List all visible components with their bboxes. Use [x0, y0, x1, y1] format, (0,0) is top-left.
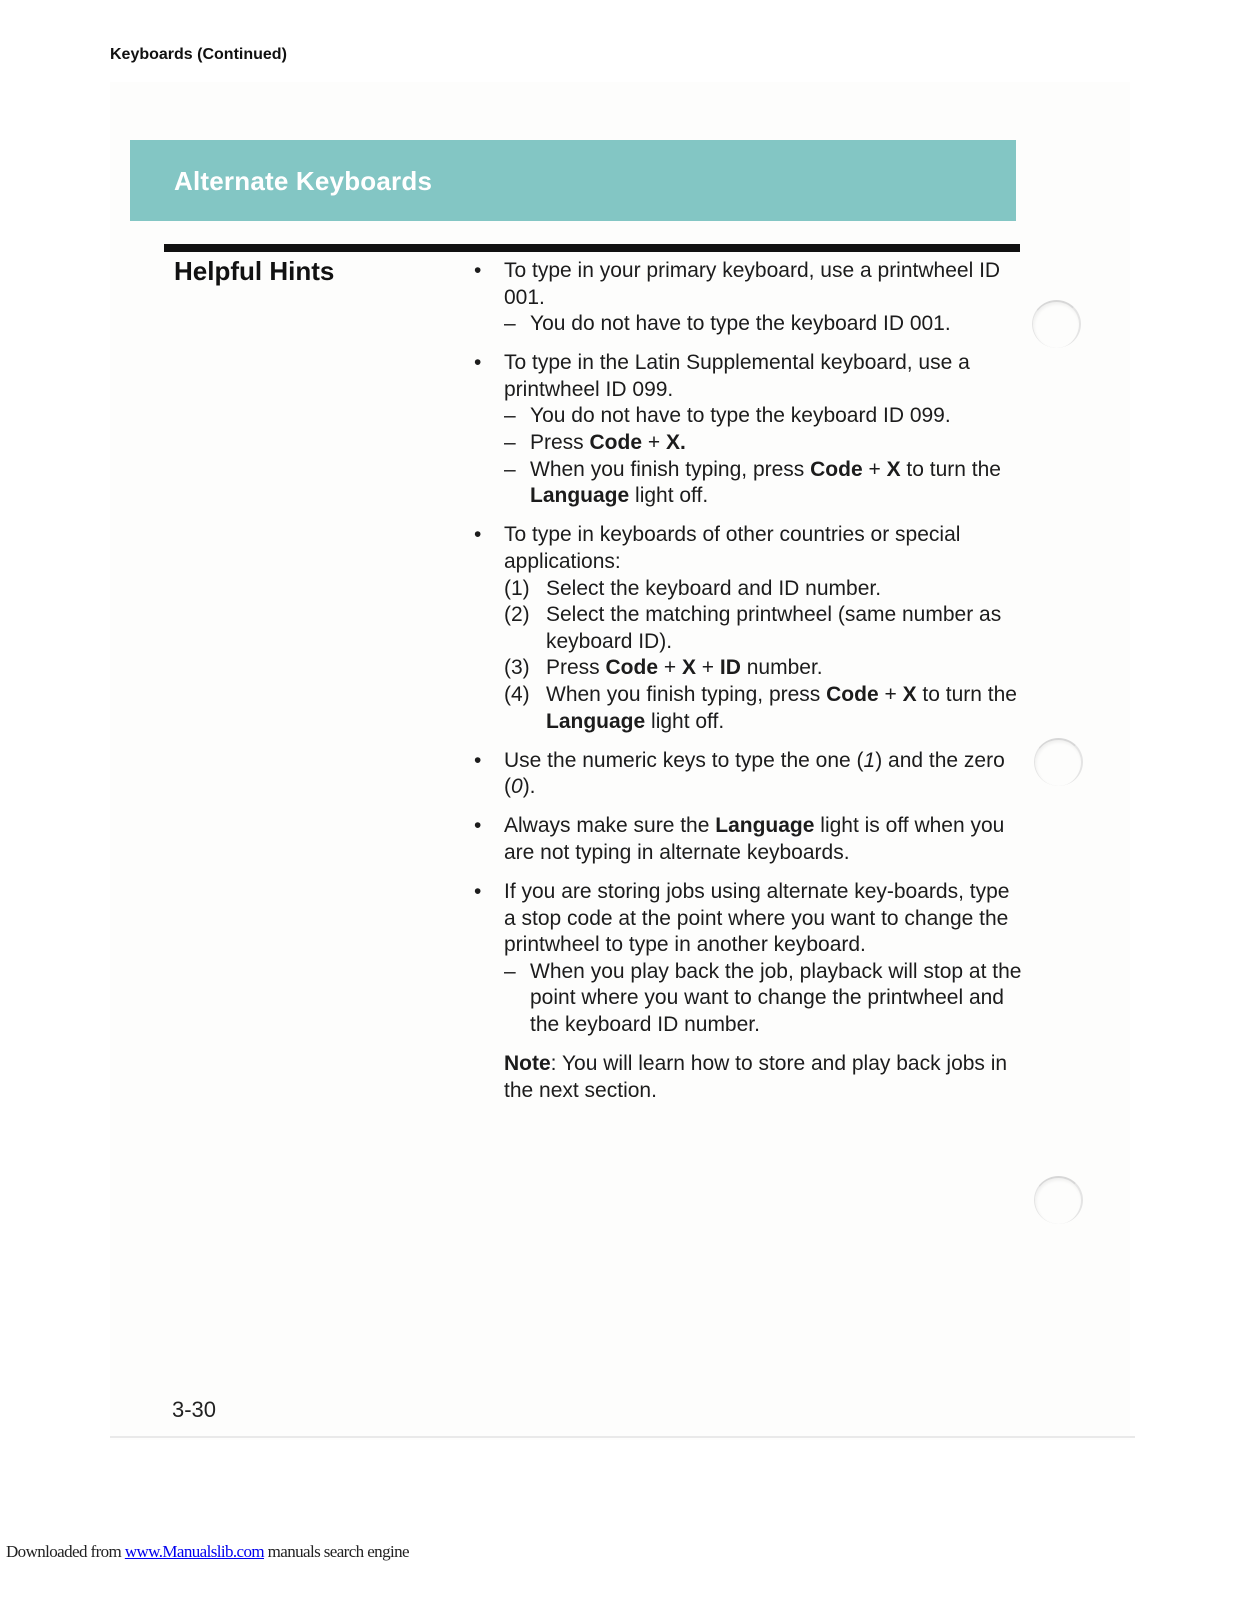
- key-x: X.: [665, 431, 686, 455]
- text-run: Use the numeric keys to type the one (: [504, 748, 864, 772]
- page-edge: [110, 1436, 1135, 1438]
- text-run: +: [695, 656, 720, 680]
- key-id: ID: [719, 656, 741, 680]
- hint-item: [474, 748, 1024, 801]
- key-x: X: [681, 656, 696, 680]
- text-run: +: [642, 431, 666, 455]
- numbered-step: [504, 576, 1024, 603]
- text-run: light off.: [629, 484, 709, 508]
- hint-item: [474, 350, 1024, 510]
- binder-hole-icon: [1034, 738, 1083, 786]
- footer-prefix: Downloaded from: [6, 1542, 125, 1561]
- section-title: Alternate Keyboards: [174, 166, 433, 196]
- sub-point-text: You do not have to type the keyboard ID 099.: [530, 404, 951, 428]
- hint-item: [474, 258, 1024, 338]
- step-text: Select the keyboard and ID number.: [546, 576, 882, 600]
- hint-item: [474, 879, 1024, 1039]
- binder-hole-icon: [1032, 300, 1081, 348]
- dash-icon: –: [504, 431, 516, 455]
- sub-point: [504, 457, 1024, 510]
- bullet-icon: •: [474, 814, 482, 838]
- text-run: +: [862, 457, 887, 481]
- bullet-icon: •: [474, 879, 482, 903]
- hint-item: [474, 813, 1024, 866]
- hint-text: To type in the Latin Supplemental keyboard, use a printwheel ID 099.: [504, 351, 970, 401]
- section-banner: [130, 140, 1016, 221]
- binder-hole-icon: [1034, 1176, 1083, 1224]
- text-run: light off.: [645, 709, 725, 733]
- key-x: X: [886, 457, 901, 481]
- text-run: to turn the: [900, 457, 1001, 481]
- hint-text: If you are storing jobs using alternate key-boards, type a stop code at the point where you want to change the printwheel to type in another keyboard.: [504, 879, 1010, 957]
- dash-icon: –: [504, 404, 516, 428]
- text-run: Always make sure the: [504, 814, 716, 838]
- digit-one: 1: [863, 748, 876, 772]
- bullet-icon: •: [474, 523, 482, 547]
- bullet-icon: •: [474, 259, 482, 282]
- sub-point: [504, 403, 1024, 430]
- text-run: light is off when you are not typing in alternate keyboards.: [504, 814, 1005, 864]
- digit-zero: 0: [511, 775, 523, 799]
- hint-text: To type in keyboards of other countries or special applications:: [504, 523, 961, 573]
- key-code: Code: [826, 682, 879, 706]
- sub-point: [504, 959, 1024, 1039]
- hint-text: [504, 748, 1024, 801]
- footer-suffix: manuals search engine: [264, 1542, 409, 1561]
- language-light: Language: [715, 814, 815, 838]
- hint-text: [504, 813, 1024, 866]
- note-label: Note: [504, 1052, 551, 1076]
- download-footer: [6, 1542, 409, 1562]
- key-code: Code: [589, 431, 643, 455]
- text-run: ).: [522, 775, 536, 799]
- bullet-icon: •: [474, 351, 482, 375]
- text-run: Press: [530, 431, 590, 455]
- note-text: : You will learn how to store and play back jobs in the next section.: [504, 1052, 1008, 1102]
- sub-point: [504, 430, 1024, 457]
- bullet-icon: •: [474, 748, 482, 772]
- side-heading: Helpful Hints: [174, 256, 335, 286]
- hint-text: To type in your primary keyboard, use a printwheel ID 001.: [504, 259, 1001, 309]
- running-header: Keyboards (Continued): [110, 46, 287, 63]
- text-run: When you finish typing, press: [530, 457, 811, 481]
- key-x: X: [902, 682, 917, 706]
- section-rule: [164, 244, 1020, 252]
- language-light: Language: [530, 484, 630, 508]
- page-number: 3-30: [172, 1397, 217, 1422]
- text-run: ) and the zero (: [504, 748, 1005, 799]
- text-run: Press: [546, 656, 606, 680]
- note: [474, 1051, 1024, 1104]
- sub-point-text: You do not have to type the keyboard ID 001.: [530, 312, 951, 336]
- hint-item: [474, 522, 1024, 735]
- key-code: Code: [810, 457, 863, 481]
- dash-icon: –: [504, 312, 516, 336]
- text-run: to turn the: [916, 682, 1017, 706]
- numbered-step: [504, 682, 1024, 735]
- text-run: number.: [740, 656, 823, 680]
- step-number: (1): [504, 576, 530, 600]
- step-number: (3): [504, 656, 530, 680]
- text-run: When you finish typing, press: [546, 682, 827, 706]
- step-text: Select the matching printwheel (same number as keyboard ID).: [546, 603, 1002, 653]
- language-light: Language: [546, 709, 646, 733]
- numbered-step: [504, 602, 1024, 655]
- step-number: (4): [504, 682, 530, 706]
- numbered-step: [504, 655, 1024, 682]
- hints-list: [474, 258, 1024, 1104]
- manualslib-link[interactable]: www.Manualslib.com: [124, 1542, 265, 1561]
- dash-icon: –: [504, 959, 516, 983]
- key-code: Code: [605, 656, 659, 680]
- dash-icon: –: [504, 457, 516, 481]
- sub-point-text: When you play back the job, playback will stop at the point where you want to change the printwheel and the keyboard ID number.: [530, 959, 1022, 1036]
- sub-point: [504, 311, 1024, 338]
- text-run: +: [878, 682, 903, 706]
- step-number: (2): [504, 603, 530, 627]
- text-run: +: [658, 656, 682, 680]
